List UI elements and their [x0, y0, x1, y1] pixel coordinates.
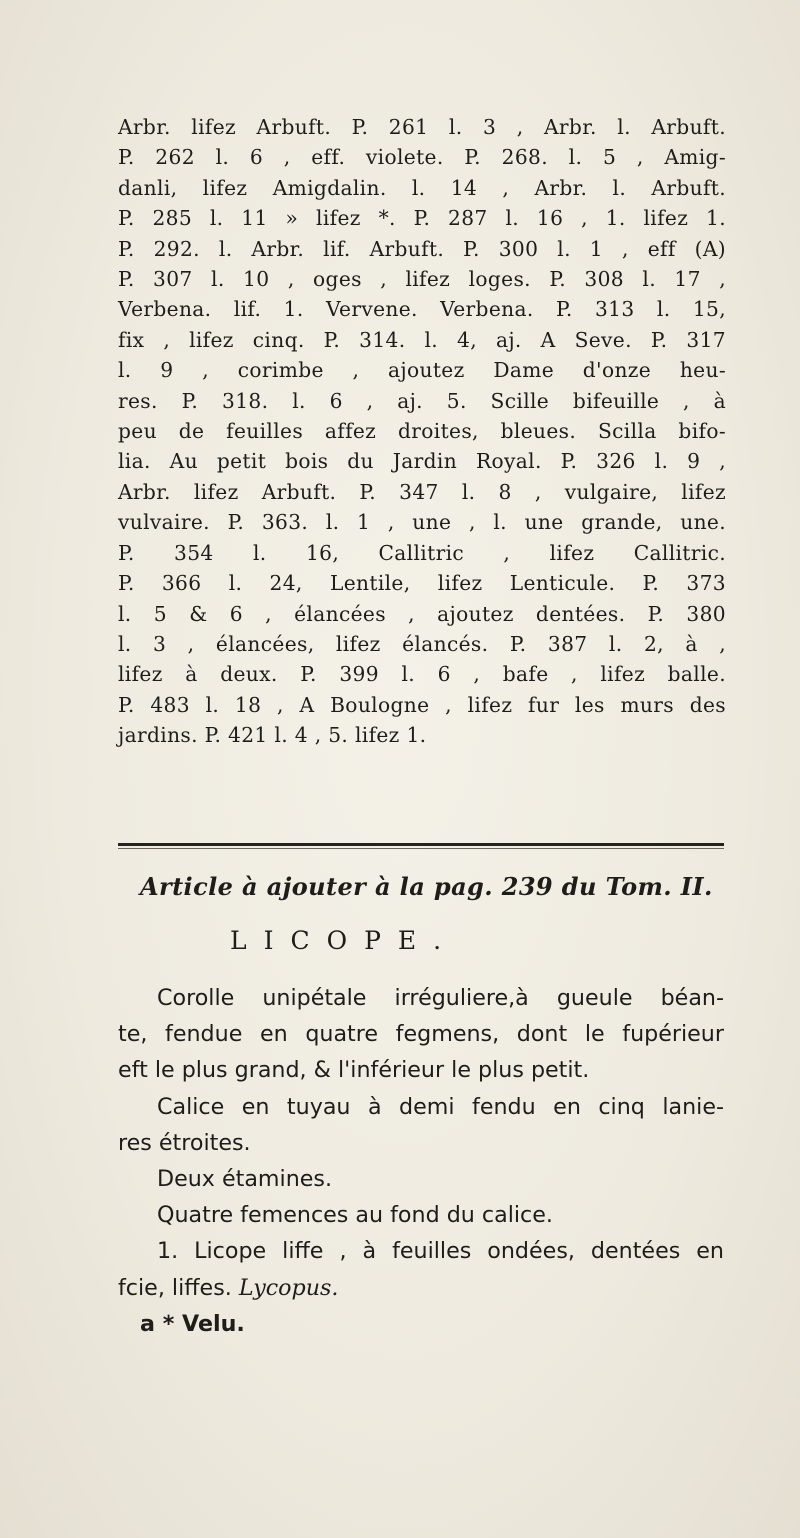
errata-line: danli, lifez Amigdalin. l. 14 , Arbr. l. Arbuft.	[118, 175, 726, 200]
errata-line: fix , lifez cinq. P. 314. l. 4, aj. A Seve. P. 317	[118, 327, 726, 352]
species-entry-cont	[118, 1270, 724, 1306]
errata-line: lifez à deux. P. 399 l. 6 , bafe , lifez balle.	[118, 662, 726, 687]
errata-line: Arbr. lifez Arbuft. P. 261 l. 3 , Arbr. l. Arbuft.	[118, 115, 726, 139]
errata-line: res. P. 318. l. 6 , aj. 5. Scille bifeuille , à	[118, 388, 726, 413]
errata-line: P. 483 l. 18 , A Boulogne , lifez fur les murs des	[118, 692, 726, 717]
errata-line: P. 285 l. 11 » lifez *. P. 287 l. 16 , 1. lifez 1.	[118, 206, 726, 231]
errata-line: Arbr. lifez Arbuft. P. 347 l. 8 , vulgaire, lifez	[118, 479, 726, 504]
species-entry: 1. Licope liffe , à feuilles ondées, dentées en	[157, 1238, 724, 1265]
errata-line: vulvaire. P. 363. l. 1 , une , l. une grande, une.	[118, 510, 726, 535]
section-divider-thin	[118, 848, 724, 849]
description-line: Quatre femences au fond du calice.	[157, 1202, 553, 1229]
description-line: res étroites.	[118, 1129, 251, 1156]
errata-line: jardins. P. 421 l. 4 , 5. lifez 1.	[118, 723, 427, 748]
errata-line: lia. Au petit bois du Jardin Royal. P. 326 l. 9 ,	[118, 449, 726, 474]
errata-line: P. 262 l. 6 , eff. violete. P. 268. l. 5 , Amig-	[118, 145, 726, 170]
description-line: te, fendue en quatre fegmens, dont le fupérieur	[118, 1021, 724, 1048]
errata-line: peu de feuilles affez droites, bleues. Scilla bifo-	[118, 419, 726, 444]
errata-list	[118, 112, 726, 751]
genus-title: LICOPE.	[230, 926, 459, 955]
errata-line: l. 5 & 6 , élancées , ajoutez dentées. P. 380	[118, 601, 726, 626]
errata-line: P. 366 l. 24, Lentile, lifez Lenticule. P. 373	[118, 571, 726, 596]
errata-line: P. 354 l. 16, Callitric , lifez Callitric.	[118, 540, 726, 565]
description-line: eft le plus grand, & l'inférieur le plus petit.	[118, 1057, 590, 1084]
errata-line: l. 9 , corimbe , ajoutez Dame d'onze heu-	[118, 358, 726, 383]
species-entry-text: fcie, liffes.	[118, 1274, 232, 1301]
article-heading: Article à ajouter à la pag. 239 du Tom. II.	[140, 872, 713, 901]
description-line: Deux étamines.	[157, 1166, 333, 1193]
section-divider	[118, 843, 724, 846]
genus-description	[118, 980, 724, 1342]
errata-line: l. 3 , élancées, lifez élancés. P. 387 l. 2, à ,	[118, 631, 726, 656]
species-latin-name: Lycopus.	[238, 1274, 339, 1301]
variety-entry: a * Velu.	[140, 1310, 245, 1337]
errata-line: Verbena. lif. 1. Vervene. Verbena. P. 313 l. 15,	[118, 297, 726, 322]
description-line: Calice en tuyau à demi fendu en cinq lanie-	[157, 1093, 724, 1120]
errata-line: P. 307 l. 10 , oges , lifez loges. P. 308 l. 17 ,	[118, 267, 726, 292]
errata-line: P. 292. l. Arbr. lif. Arbuft. P. 300 l. 1 , eff (A)	[118, 236, 726, 261]
description-line: Corolle unipétale irréguliere,à gueule béan-	[157, 985, 724, 1011]
